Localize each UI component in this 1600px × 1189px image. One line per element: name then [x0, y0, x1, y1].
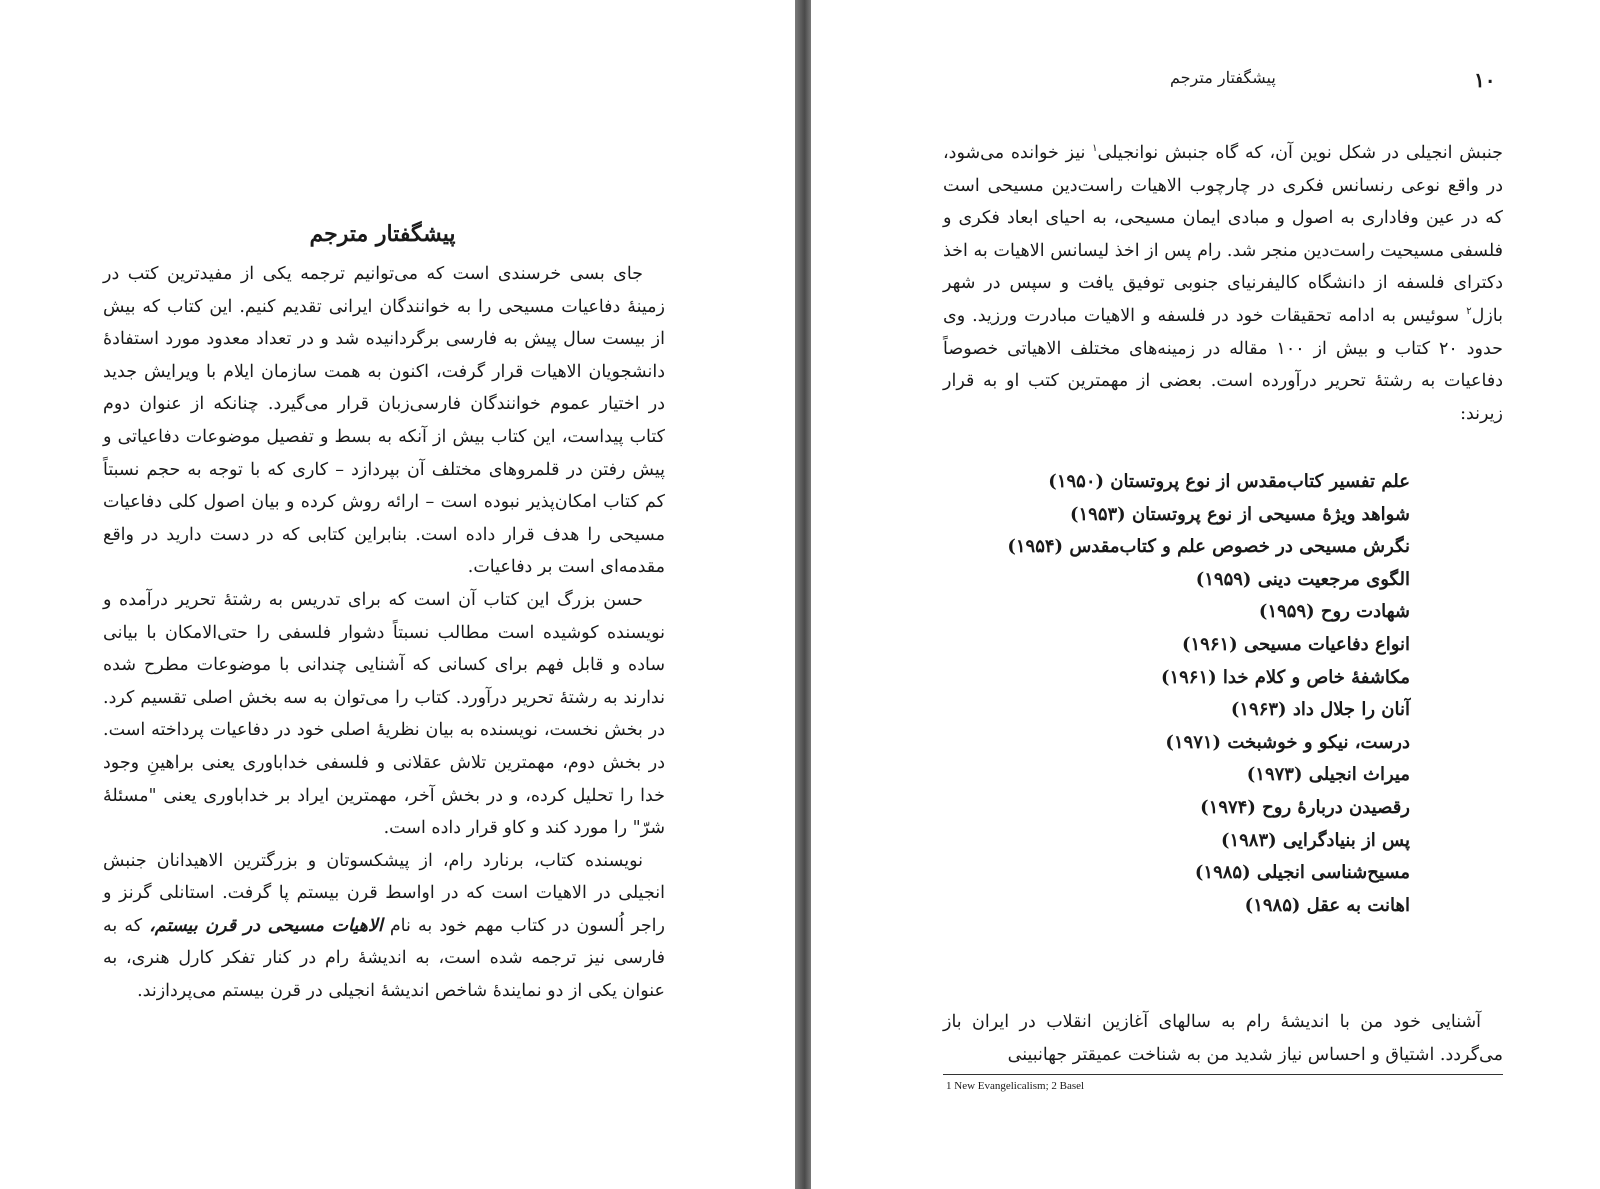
paragraph-3-start: نویسنده کتاب، برنارد رام، از پیشکسوتان و بزرگترین الاهیدانان جنبش انجیلی در الاهیات است که در اواسط قرن بیستم پا گرفت. استانلی گرنز و راجر اُلسون در کتاب مهم خود به نام — [103, 850, 665, 936]
footnote-divider — [943, 1074, 1503, 1075]
book-list-item: علم تفسیر کتاب‌مقدس از نوع پروتستان (۱۹۵۰) — [1048, 471, 1410, 492]
book-list-item: پس از بنیادگرایی (۱۹۸۳) — [1220, 829, 1410, 851]
book-spine-divider — [795, 0, 811, 1189]
book-list-item: رقصیدن دربارهٔ روح (۱۹۷۴) — [1200, 796, 1410, 818]
book-list-item: شواهد ویژهٔ مسیحی از نوع پروتستان (۱۹۵۳) — [1069, 503, 1410, 525]
paragraph-3-end: که به فارسی نیز ترجمه شده است، به اندیشهٔ رام در کنار تفکر کارل هنری، به عنوان یکی از دو نمایندهٔ شاخص اندیشهٔ انجیلی در قرن بیستم می‌پردازند. — [103, 915, 665, 1002]
book-list-item: اهانت به عقل (۱۹۸۵) — [1244, 894, 1410, 916]
paragraph-3 — [103, 845, 665, 1008]
right-body-text — [943, 137, 1503, 430]
book-list-item: شهادت روح (۱۹۵۹) — [1258, 601, 1410, 623]
closing-text — [943, 1006, 1503, 1071]
book-list-item: درست، نیکو و خوشبخت (۱۹۷۱) — [1165, 731, 1410, 753]
left-body-text — [103, 258, 665, 1008]
book-list-item: مسیح‌شناسی انجیلی (۱۹۸۵) — [1194, 862, 1410, 884]
left-page — [0, 0, 795, 1189]
book-list-item: انواع دفاعیات مسیحی (۱۹۶۱) — [1181, 633, 1410, 655]
paragraph-2: حسن بزرگ این کتاب آن است که برای تدریس به رشتهٔ تحریر درآمده و نویسنده کوشیده است مطالب نسبتاً دشوار فلسفی را حتی‌الامکان با بیانی ساده و قابل فهم برای کسانی که آشنایی چندانی با موضوعات مطرح شده ندارند به رشتهٔ تحریر درآورد. کتاب را می‌توان به سه بخش اصلی تقسیم کرد. در بخش نخست، نویسنده به بیان نظریهٔ اصلی خود در دفاعیات پرداخته است. در بخش دوم، مهمترین تلاش عقلانی و فلسفی خداباوری یعنی براهینِ وجود خدا را تحلیل کرده، و در بخش آخر، مهمترین ایراد بر خداباوری یعنی "مسئلهٔ شرّ" را مورد کند و کاو قرار داده است. — [103, 589, 665, 839]
page-number: ۱۰ — [1474, 68, 1496, 92]
book-list-item: الگوی مرجعیت دینی (۱۹۵۹) — [1195, 568, 1410, 590]
footnote: 1 New Evangelicalism; 2 Basel — [946, 1080, 1085, 1092]
page-title: پیشگفتار مترجم — [309, 221, 456, 247]
book-title-emphasis: الاهیات مسیحی در قرن بیستم، — [149, 915, 383, 936]
intro-text-c: سوئیس به ادامه تحقیقات خود در فلسفه و الاهیات مبادرت ورزید. وی حدود ۲۰ کتاب و بیش از ۱۰۰ مقاله در زمینه‌های مختلف الاهیاتی خصوصاً دفاعیات به رشتهٔ تحریر درآورده است. بعضی از مهمترین کتب او به قرار زیرند: — [943, 305, 1503, 424]
closing-paragraph: آشنایی خود من با اندیشهٔ رام به سالهای آغازین انقلاب در ایران باز می‌گردد. اشتیاق و احساس نیاز شدید من به شناخت عمیقتر جهانبینی — [943, 1012, 1503, 1065]
footnote-marker-1: ۱ — [1092, 143, 1098, 155]
book-list-item: آنان را جلال داد (۱۹۶۳) — [1230, 699, 1410, 721]
paragraph-1: جای بسی خرسندی است که می‌توانیم ترجمه یکی از مفیدترین کتب در زمینهٔ دفاعیات مسیحی را به خوانندگان ایرانی تقدیم کنیم. این کتاب که بیش از بیست سال پیش به فارسی برگردانیده شد و در تعداد معدود مورد استفادهٔ دانشجویان الاهیات قرار گرفت، اکنون به همت سازمان ایلام با ویرایش جدید در اختیار عموم خوانندگان فارسی‌زبان قرار می‌گیرد. چنانکه از عنوان دوم کتاب پیداست، این کتاب بیش از آنکه به بسط و تفصیل موضوعات دفاعیاتی و پیش رفتن در قلمروهای مختلف آن بپردازد – کاری که با توجه به حجم نسبتاً کم کتاب امکان‌پذیر نبوده است – ارائه روش کرده و بیان اصول کلی دفاعیات مسیحی را هدف قرار داده است. بنابراین کتابی که در دست دارید در واقع مقدمه‌ای است بر دفاعیات. — [103, 264, 665, 578]
book-list — [1000, 466, 1410, 922]
book-list-item: میراث انجیلی (۱۹۷۳) — [1246, 764, 1410, 786]
footnote-marker-2: ۲ — [1466, 306, 1472, 318]
intro-paragraph — [943, 137, 1503, 430]
book-list-item: مکاشفهٔ خاص و کلام خدا (۱۹۶۱) — [1160, 666, 1410, 688]
intro-text-a: جنبش انجیلی در شکل نوین آن، که گاه جنبش نوانجیلی — [1097, 143, 1503, 163]
running-header-title: پیشگفتار مترجم — [1170, 68, 1276, 87]
intro-text-b: نیز خوانده می‌شود، در واقع نوعی رنسانس فکری در چارچوب الاهیات راست‌دین مسیحی است که در عین وفاداری به اصول و مبادی ایمان مسیحی، به احیای ابعاد فکری و فلسفی مسیحیت راست‌دین منجر شد. رام پس از اخذ لیسانس الاهیات به اخذ دکترای فلسفه از دانشگاه کالیفرنیای جنوبی توفیق یافت و سپس در شهر بازل — [943, 143, 1503, 326]
book-list-item: نگرش مسیحی در خصوص علم و کتاب‌مقدس (۱۹۵۴) — [1007, 536, 1410, 558]
